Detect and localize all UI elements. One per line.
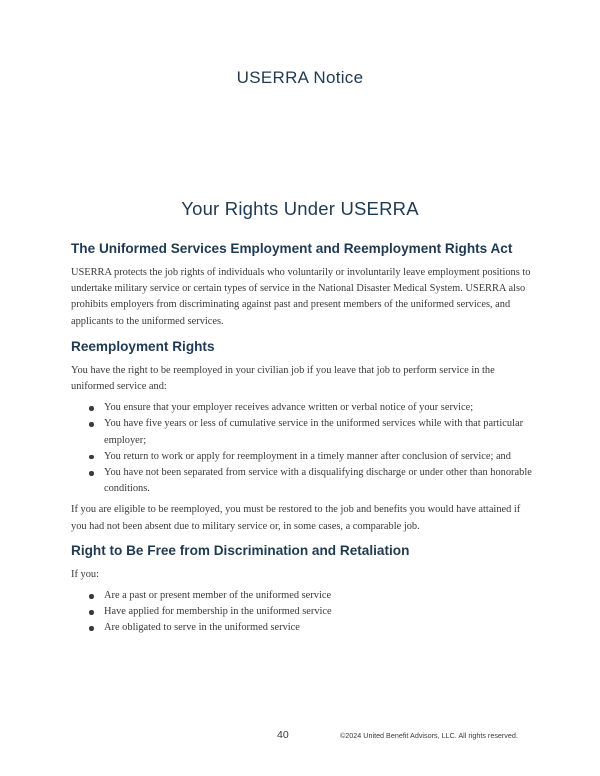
- list-item: [104, 604, 533, 620]
- list-item: [104, 400, 533, 416]
- list-item: [104, 449, 533, 465]
- act-paragraph: USERRA protects the job rights of individuals who voluntarily or involuntarily leave employment positions to undertake military service or certain types of service in the National Disaster Medical System. USERRA also prohibits employers from discriminating against past and present members of the uniformed services, and applicants to the uniformed services.: [71, 267, 531, 327]
- discrimination-intro: If you:: [71, 568, 99, 580]
- list-item: [104, 416, 533, 448]
- bullet-icon: [89, 406, 94, 411]
- reemployment-closing: If you are eligible to be reemployed, you must be restored to the job and benefits you would have attained if you had not been absent due to military service or, in some cases, a comparable job.: [71, 504, 521, 532]
- page-number: 40: [277, 729, 289, 741]
- bullet-icon: [89, 594, 94, 599]
- list-item: [104, 588, 533, 604]
- bullet-icon: [89, 455, 94, 460]
- bullet-icon: [89, 610, 94, 615]
- content-body: [71, 240, 533, 641]
- list-item-text: You return to work or apply for reemployment in a timely manner after conclusion of service; and: [104, 450, 511, 462]
- discrimination-bullet-list: [71, 588, 533, 637]
- list-item-text: You ensure that your employer receives advance written or verbal notice of your service;: [104, 402, 474, 414]
- list-item-text: You have not been separated from service with a disqualifying discharge or under other than honorable conditions.: [104, 467, 532, 495]
- reemployment-bullet-list: [71, 400, 533, 497]
- list-item: [104, 465, 533, 497]
- list-item-text: Have applied for membership in the uniformed service: [104, 606, 332, 618]
- bullet-icon: [89, 471, 94, 476]
- reemployment-intro: You have the right to be reemployed in your civilian job if you leave that job to perform service in the uniformed service and:: [71, 364, 495, 393]
- list-item-text: Are a past or present member of the uniformed service: [104, 590, 332, 602]
- bullet-icon: [89, 626, 94, 631]
- bullet-icon: [89, 422, 94, 427]
- section-heading-act: The Uniformed Services Employment and Reemployment Rights Act: [71, 241, 513, 256]
- list-item-text: Are obligated to serve in the uniformed service: [104, 622, 300, 634]
- section-heading-reemployment: Reemployment Rights: [71, 338, 215, 354]
- section-heading-discrimination: Right to Be Free from Discrimination and Retaliation: [71, 542, 410, 558]
- footer-copyright: ©2024 United Benefit Advisors, LLC. All rights reserved.: [340, 731, 518, 740]
- page-heading: Your Rights Under USERRA: [181, 198, 419, 219]
- list-item: [104, 620, 533, 636]
- document-title: USERRA Notice: [236, 68, 364, 87]
- list-item-text: You have five years or less of cumulative service in the uniformed services while with that particular employer;: [104, 418, 524, 446]
